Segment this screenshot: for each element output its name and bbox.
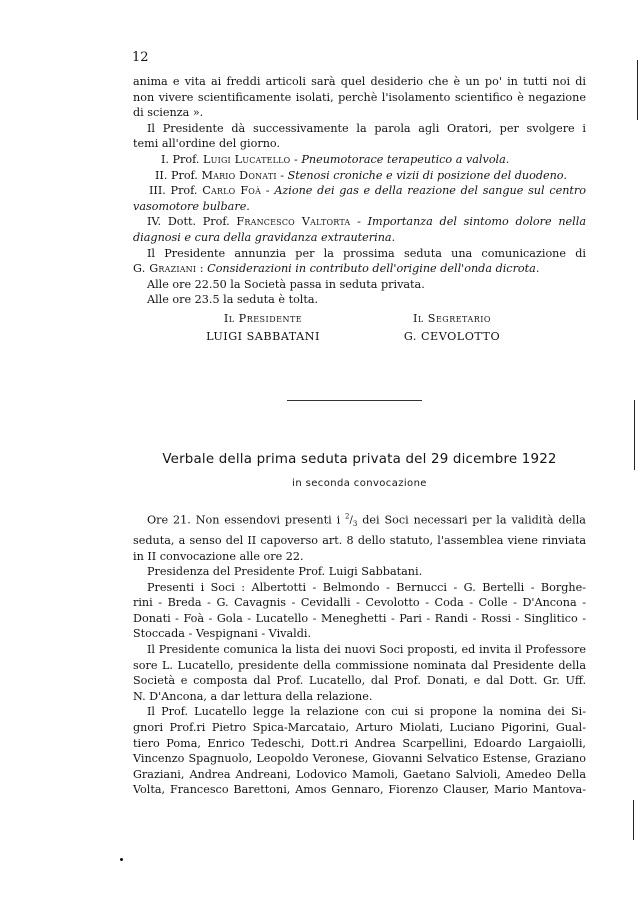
- present-line: Donati - Foà - Gola - Lucatello - Meneghetti - Pari - Randi - Rossi - Singlitico -: [133, 611, 586, 625]
- present-line: rini - Breda - G. Cavagnis - Cevidalli - Cevolotto - Coda - Colle - D'Ancona -: [133, 596, 586, 610]
- report-line: tiero Poma, Enrico Tedeschi, Dott.ri Andrea Scarpellini, Edoardo Largaiolli,: [133, 736, 586, 750]
- minutes-heading: Verbale della prima seduta privata del 29 dicembre 1922: [162, 452, 557, 467]
- intro-line: non vivere scientificamente isolati, perchè l'isolamento scientifico è negazione: [133, 90, 586, 104]
- intro-line: anima e vita ai freddi articoli sarà quel desiderio che è un po' in tutti noi di: [133, 75, 586, 88]
- talk-speaker: Francesco Valtorta: [236, 215, 351, 229]
- closing-line: Alle ore 22.50 la Società passa in seduta privata.: [147, 277, 425, 291]
- announcement-title: Considerazioni in contributo dell'origine dell'onda dicrota.: [207, 262, 540, 276]
- talk-item: I. Prof. Luigi Lucatello - Pneumotorace terapeutico a valvola.: [161, 152, 510, 166]
- talk-title: Importanza del sintomo dolore nella: [367, 215, 586, 229]
- announcement-speaker: G. Graziani: [133, 262, 197, 276]
- floor-line: Il Presidente dà successivamente la parola agli Oratori, per svolgere i: [147, 121, 586, 135]
- talk-title: Pneumotorace terapeutico a valvola.: [301, 152, 510, 166]
- announcement-line: Il Presidente annunzia per la prossima seduta una comunicazione di: [147, 246, 586, 260]
- communication-line: Società e composta dal Prof. Lucatello, dal Prof. Donati, e dal Dott. Gr. Uff.: [133, 674, 586, 688]
- report-line: Volta, Francesco Barettoni, Amos Gennaro, Fiorenzo Clauser, Mario Mantova-: [133, 783, 586, 797]
- secretary-signature: [397, 310, 507, 346]
- scan-edge-mark: [633, 800, 634, 840]
- present-line: Presenti i Soci : Albertotti - Belmondo - Bernucci - G. Bertelli - Borghe-: [147, 580, 586, 594]
- minutes-text-block: [133, 510, 586, 798]
- upper-text-block: [133, 74, 586, 308]
- page-number: 12: [132, 50, 149, 65]
- report-line: Vincenzo Spagnuolo, Leopoldo Veronese, Giovanni Selvatico Estense, Graziano: [133, 752, 586, 766]
- talk-title-cont: vasomotore bulbare.: [133, 199, 250, 213]
- talk-item: II. Prof. Mario Donati - Stenosi croniche e vizii di posizione del duodeno.: [155, 168, 567, 182]
- scan-edge-mark: [637, 60, 638, 120]
- scan-edge-mark: [634, 400, 635, 470]
- secretary-name: G. CEVOLOTTO: [403, 330, 501, 343]
- intro-line: di scienza ».: [133, 106, 204, 120]
- opening-line: seduta, a senso del II capoverso art. 8 dello statuto, l'assemblea viene rinviata: [133, 533, 586, 547]
- report-line: gnori Prof.ri Pietro Spica-Marcataio, Arturo Miolati, Luciano Pigorini, Gual-: [133, 721, 586, 735]
- talk-speaker: Mario Donati: [201, 168, 277, 182]
- talk-item: III. Prof. Carlo Foà - Azione dei gas e della reazione del sangue sul centro: [149, 184, 586, 198]
- talk-title: Stenosi croniche e vizii di posizione del duodeno.: [287, 168, 567, 182]
- scan-speck: [120, 858, 123, 861]
- opening-line: Ore 21. Non essendovi presenti i $^2/_3$ dei Soci necessari per la validità della: [147, 513, 586, 529]
- president-role: Il Presidente: [223, 312, 303, 325]
- president-signature: [188, 310, 338, 346]
- fraction: $^2/_3$: [345, 513, 358, 529]
- closing-line: Alle ore 23.5 la seduta è tolta.: [147, 293, 319, 307]
- talk-title: Azione dei gas e della reazione del sangue sul centro: [274, 184, 586, 198]
- presidency-line: Presidenza del Presidente Prof. Luigi Sabbatani.: [147, 565, 423, 579]
- communication-line: Il Presidente comunica la lista dei nuovi Soci proposti, ed invita il Professore: [147, 643, 586, 657]
- secretary-role: Il Segretario: [413, 312, 491, 325]
- report-line: Graziani, Andrea Andreani, Lodovico Mamoli, Gaetano Salvioli, Amedeo Della: [133, 767, 586, 781]
- talk-speaker: Carlo Foà: [202, 184, 262, 198]
- talk-speaker: Luigi Lucatello: [203, 152, 291, 166]
- minutes-subheading: in seconda convocazione: [292, 478, 427, 489]
- floor-line: temi all'ordine del giorno.: [133, 137, 281, 151]
- talk-title-cont: diagnosi e cura della gravidanza extrauterina.: [133, 230, 396, 244]
- president-name: LUIGI SABBATANI: [206, 330, 320, 343]
- communication-line: N. D'Ancona, a dar lettura della relazione.: [133, 689, 373, 703]
- announcement-line: G. Graziani : Considerazioni in contributo dell'origine dell'onda dicrota.: [133, 262, 540, 276]
- opening-line: in II convocazione alle ore 22.: [133, 549, 304, 563]
- report-line: Il Prof. Lucatello legge la relazione con cui si propone la nomina dei Si-: [147, 705, 586, 719]
- present-line: Stoccada - Vespignani - Vivaldi.: [133, 627, 312, 641]
- section-divider: [287, 400, 422, 401]
- communication-line: sore L. Lucatello, presidente della commissione nominata dal Presidente della: [133, 658, 586, 672]
- talk-item: IV. Dott. Prof. Francesco Valtorta - Importanza del sintomo dolore nella: [147, 215, 586, 229]
